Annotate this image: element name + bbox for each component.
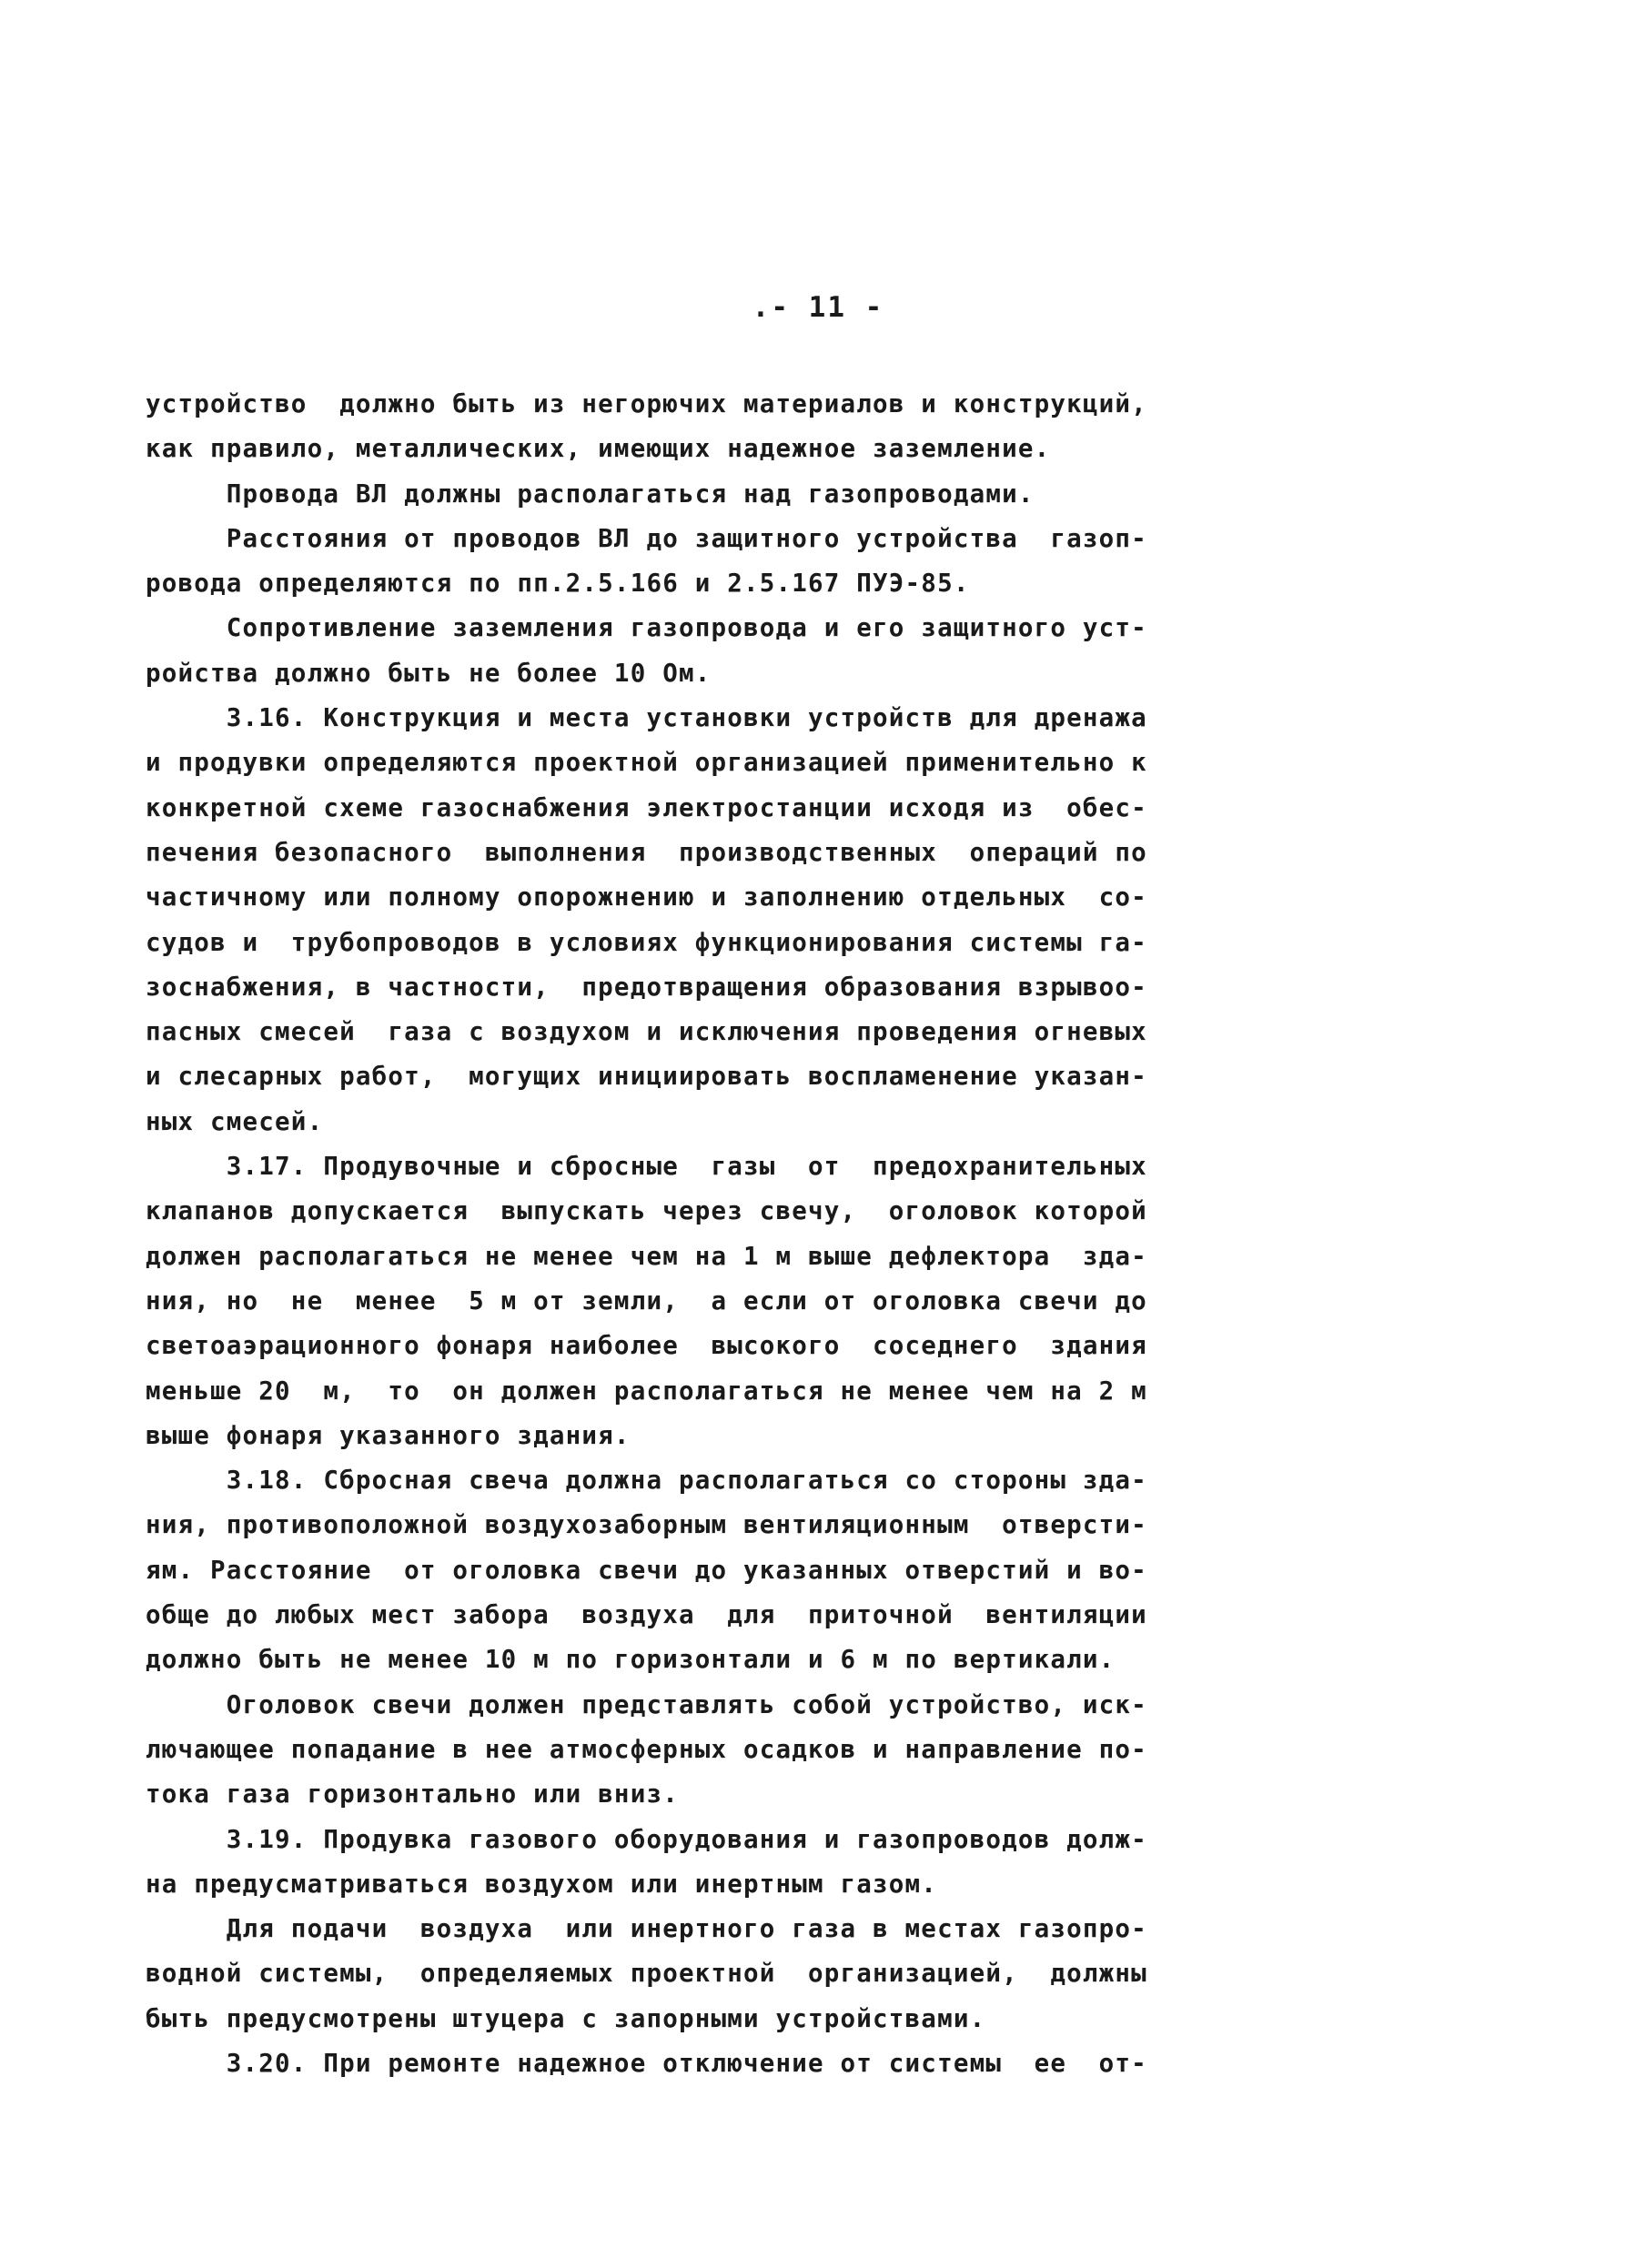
text-line: светоаэрационного фонаря наиболее высокого соседнего здания (146, 1331, 1147, 1361)
text-line: выше фонаря указанного здания. (146, 1420, 631, 1450)
text-line: клапанов допускается выпускать через свечу, оголовок которой (146, 1196, 1147, 1226)
body-text (146, 382, 1301, 2086)
text-line: как правило, металлических, имеющих надежное заземление. (146, 434, 1051, 464)
text-line: 3.16. Конструкция и места установки устройств для дренажа (146, 703, 1147, 733)
text-line: 3.20. При ремонте надежное отключение от системы ее от- (146, 2048, 1147, 2078)
text-line: ния, противоположной воздухозаборным вентиляционным отверсти- (146, 1510, 1147, 1540)
text-line: конкретной схеме газоснабжения электростанции исходя из обес- (146, 792, 1147, 822)
text-line: и продувки определяются проектной организацией применительно к (146, 748, 1147, 778)
page-number: .- 11 - (752, 291, 884, 324)
text-line: тока газа горизонтально или вниз. (146, 1779, 679, 1809)
text-line: водной системы, определяемых проектной организацией, должны (146, 1959, 1147, 1989)
text-line: ройства должно быть не более 10 Ом. (146, 658, 712, 688)
text-line: 3.18. Сбросная свеча должна располагаться со стороны зда- (146, 1466, 1147, 1496)
text-line: должно быть не менее 10 м по горизонтали и 6 м по вертикали. (146, 1645, 1116, 1675)
text-line: ровода определяются по пп.2.5.166 и 2.5.167 ПУЭ-85. (146, 569, 970, 599)
text-line: 3.17. Продувочные и сбросные газы от предохранительных (146, 1152, 1147, 1182)
text-line: зоснабжения, в частности, предотвращения образования взрывоо- (146, 972, 1147, 1002)
text-line: 3.19. Продувка газового оборудования и газопроводов долж- (146, 1824, 1147, 1854)
text-line: пасных смесей газа с воздухом и исключения проведения огневых (146, 1017, 1147, 1047)
text-line: быть предусмотрены штуцера с запорными устройствами. (146, 2003, 986, 2033)
text-line: должен располагаться не менее чем на 1 м выше дефлектора зда- (146, 1241, 1147, 1271)
text-line: ям. Расстояние от оголовка свечи до указанных отверстий и во- (146, 1555, 1147, 1585)
text-line: лючающее попадание в нее атмосферных осадков и направление по- (146, 1734, 1147, 1764)
text-line: Провода ВЛ должны располагаться над газопроводами. (146, 479, 1035, 509)
text-line: и слесарных работ, могущих инициировать воспламенение указан- (146, 1062, 1147, 1092)
text-line: обще до любых мест забора воздуха для приточной вентиляции (146, 1600, 1147, 1630)
text-line: Для подачи воздуха или инертного газа в местах газопро- (146, 1914, 1147, 1944)
text-line: частичному или полному опорожнению и заполнению отдельных со- (146, 882, 1147, 912)
text-line: устройство должно быть из негорючих материалов и конструкций, (146, 389, 1147, 418)
text-line: ных смесей. (146, 1106, 324, 1136)
text-line: меньше 20 м, то он должен располагаться не менее чем на 2 м (146, 1376, 1147, 1406)
text-line: судов и трубопроводов в условиях функционирования системы га- (146, 927, 1147, 957)
text-line: на предусматриваться воздухом или инертным газом. (146, 1869, 938, 1899)
text-line: Расстояния от проводов ВЛ до защитного устройства газоп- (146, 523, 1147, 553)
text-line: Оголовок свечи должен представлять собой устройство, иск- (146, 1689, 1147, 1719)
text-line: печения безопасного выполнения производственных операций по (146, 837, 1147, 867)
text-line: Сопротивление заземления газопровода и его защитного уст- (146, 613, 1147, 643)
text-line: ния, но не менее 5 м от земли, а если от оголовка свечи до (146, 1285, 1147, 1315)
